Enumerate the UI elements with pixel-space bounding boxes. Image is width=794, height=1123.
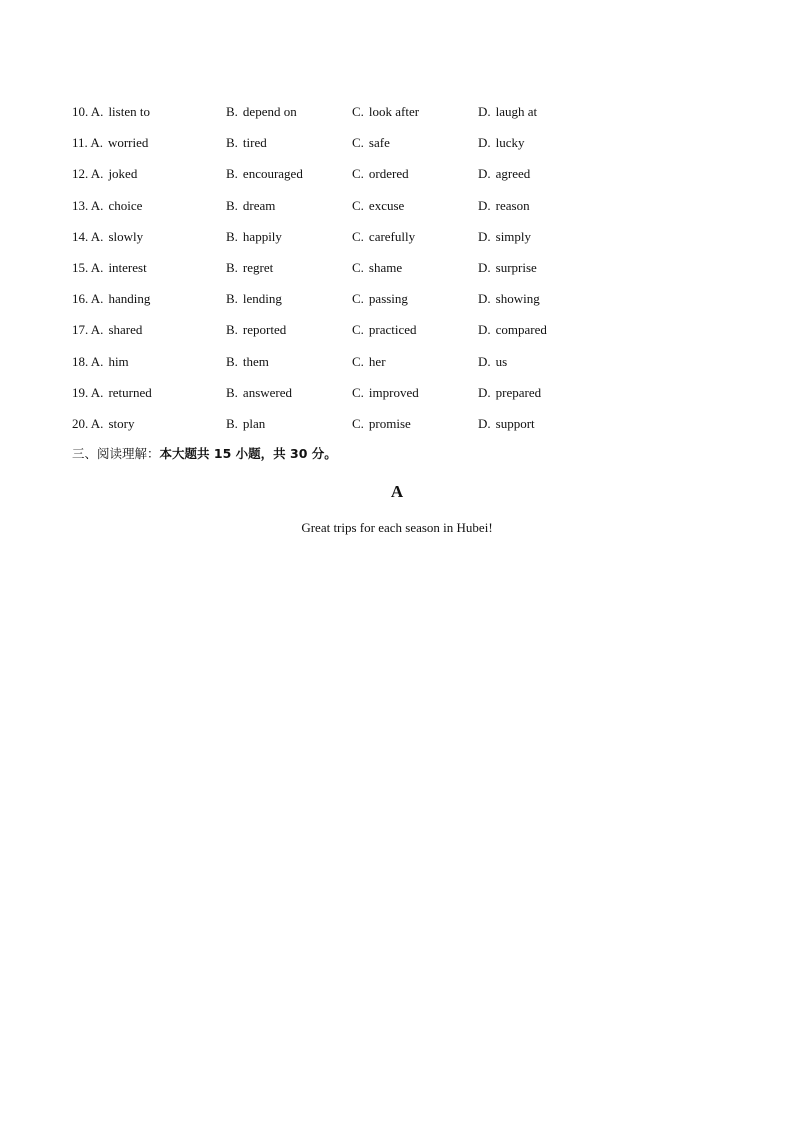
option-c bbox=[352, 382, 419, 404]
option-letter: D. bbox=[478, 291, 491, 307]
option-text: returned bbox=[108, 384, 152, 400]
question-number: 14. bbox=[72, 228, 89, 244]
option-text: agreed bbox=[495, 166, 531, 182]
option-text: shared bbox=[108, 322, 143, 338]
option-d bbox=[478, 195, 530, 217]
option-letter: A. bbox=[90, 135, 103, 151]
question-row bbox=[72, 288, 692, 319]
section-part3: 分。 bbox=[311, 446, 337, 461]
option-letter: A. bbox=[90, 322, 104, 338]
option-b bbox=[226, 132, 267, 154]
option-text: handing bbox=[108, 291, 151, 307]
option-letter: A. bbox=[90, 415, 104, 431]
option-letter: B. bbox=[226, 228, 238, 244]
option-text: answered bbox=[242, 384, 293, 400]
option-letter: D. bbox=[478, 135, 491, 151]
option-text: dream bbox=[242, 197, 276, 213]
section-part2: 小题，共 bbox=[235, 446, 286, 461]
option-d bbox=[478, 382, 541, 404]
option-text: choice bbox=[108, 197, 143, 213]
option-letter: B. bbox=[226, 104, 238, 119]
option-d bbox=[478, 351, 507, 373]
option-letter: D. bbox=[478, 322, 491, 338]
option-text: carefully bbox=[368, 228, 416, 244]
option-b bbox=[226, 351, 269, 373]
passage-letter: A bbox=[390, 482, 404, 501]
option-b bbox=[226, 226, 282, 248]
option-text: prepared bbox=[495, 384, 542, 400]
option-b bbox=[226, 288, 282, 310]
option-b bbox=[226, 382, 292, 404]
option-letter: C. bbox=[352, 135, 364, 151]
option-letter: C. bbox=[352, 228, 364, 244]
option-a bbox=[72, 195, 142, 217]
option-letter: C. bbox=[352, 259, 364, 275]
option-b bbox=[226, 195, 275, 217]
option-letter: D. bbox=[478, 415, 491, 431]
option-letter: A. bbox=[90, 104, 104, 119]
option-letter: C. bbox=[352, 415, 364, 431]
option-text: shame bbox=[368, 259, 403, 275]
option-text: story bbox=[108, 415, 135, 431]
option-d bbox=[478, 132, 525, 154]
question-row bbox=[72, 351, 692, 382]
section-score: 30 bbox=[285, 446, 312, 461]
option-c bbox=[352, 257, 402, 279]
option-letter: C. bbox=[352, 322, 364, 338]
question-number: 11. bbox=[72, 135, 88, 151]
option-b bbox=[226, 163, 303, 185]
option-letter: B. bbox=[226, 197, 238, 213]
question-number: 19. bbox=[72, 384, 89, 400]
option-a bbox=[72, 101, 150, 123]
option-a bbox=[72, 226, 143, 248]
option-text: interest bbox=[108, 259, 147, 275]
option-c bbox=[352, 351, 386, 373]
option-letter: B. bbox=[226, 353, 238, 369]
option-text: happily bbox=[242, 228, 282, 244]
passage-title: Great trips for each season in Hubei! bbox=[301, 520, 493, 535]
option-text: worried bbox=[107, 135, 149, 151]
option-text: practiced bbox=[368, 322, 417, 338]
question-number: 20. bbox=[72, 415, 89, 431]
option-d bbox=[478, 413, 535, 435]
option-text: compared bbox=[495, 322, 547, 338]
option-letter: D. bbox=[478, 228, 491, 244]
question-row bbox=[72, 382, 692, 413]
option-text: encouraged bbox=[242, 166, 303, 182]
option-text: them bbox=[242, 353, 269, 369]
option-c bbox=[352, 132, 390, 154]
option-text: passing bbox=[368, 291, 408, 307]
question-number: 13. bbox=[72, 197, 89, 213]
option-text: us bbox=[495, 353, 508, 369]
option-b bbox=[226, 319, 286, 341]
option-d bbox=[478, 101, 537, 123]
option-b bbox=[226, 413, 265, 435]
question-row bbox=[72, 413, 692, 444]
option-text: her bbox=[368, 353, 386, 369]
option-text: plan bbox=[242, 415, 266, 431]
option-c bbox=[352, 163, 409, 185]
option-a bbox=[72, 413, 134, 435]
option-text: simply bbox=[495, 228, 532, 244]
option-a bbox=[72, 319, 142, 341]
option-letter: A. bbox=[90, 353, 104, 369]
option-text: lending bbox=[242, 291, 282, 307]
option-text: listen to bbox=[108, 104, 150, 119]
question-number: 17. bbox=[72, 322, 89, 338]
option-a bbox=[72, 351, 129, 373]
option-letter: D. bbox=[478, 353, 491, 369]
option-text: slowly bbox=[108, 228, 144, 244]
option-d bbox=[478, 226, 531, 248]
question-row bbox=[72, 257, 692, 288]
option-letter: C. bbox=[352, 197, 364, 213]
option-letter: D. bbox=[478, 104, 491, 119]
option-a bbox=[72, 132, 148, 154]
option-text: excuse bbox=[368, 197, 405, 213]
option-letter: B. bbox=[226, 259, 238, 275]
question-row bbox=[72, 163, 692, 194]
option-text: support bbox=[495, 415, 535, 431]
question-number: 15. bbox=[72, 259, 89, 275]
option-text: him bbox=[108, 353, 129, 369]
option-letter: A. bbox=[90, 291, 104, 307]
option-text: reported bbox=[242, 322, 287, 338]
option-c bbox=[352, 195, 404, 217]
option-letter: B. bbox=[226, 135, 238, 151]
option-text: ordered bbox=[368, 166, 409, 182]
question-number: 12. bbox=[72, 166, 89, 182]
question-row bbox=[72, 195, 692, 226]
option-d bbox=[478, 257, 537, 279]
question-number: 16. bbox=[72, 291, 89, 307]
option-c bbox=[352, 413, 411, 435]
option-letter: B. bbox=[226, 322, 238, 338]
option-text: surprise bbox=[495, 259, 537, 275]
question-number: 10. bbox=[72, 104, 89, 119]
option-letter: C. bbox=[352, 104, 364, 119]
option-letter: A. bbox=[90, 259, 104, 275]
option-text: look after bbox=[368, 104, 420, 119]
option-letter: D. bbox=[478, 197, 491, 213]
section-prefix: 三、阅读理解： bbox=[72, 446, 160, 461]
option-text: joked bbox=[108, 166, 138, 182]
options-list bbox=[72, 101, 692, 444]
option-c bbox=[352, 319, 417, 341]
section-heading bbox=[72, 444, 337, 464]
option-text: laugh at bbox=[495, 104, 538, 119]
question-row bbox=[72, 226, 692, 257]
option-text: safe bbox=[368, 135, 390, 151]
option-letter: B. bbox=[226, 415, 238, 431]
option-letter: D. bbox=[478, 166, 491, 182]
option-letter: C. bbox=[352, 384, 364, 400]
option-letter: A. bbox=[90, 384, 104, 400]
option-a bbox=[72, 163, 137, 185]
question-number: 18. bbox=[72, 353, 89, 369]
option-letter: A. bbox=[90, 228, 104, 244]
option-d bbox=[478, 163, 530, 185]
question-row bbox=[72, 319, 692, 350]
option-text: depend on bbox=[242, 104, 297, 119]
question-row bbox=[72, 132, 692, 163]
section-part1: 本大题共 bbox=[159, 446, 210, 461]
section-count: 15 bbox=[209, 446, 236, 461]
option-letter: C. bbox=[352, 291, 364, 307]
option-text: lucky bbox=[495, 135, 525, 151]
option-c bbox=[352, 101, 419, 123]
option-text: tired bbox=[242, 135, 267, 151]
option-letter: C. bbox=[352, 353, 364, 369]
option-text: showing bbox=[495, 291, 540, 307]
option-text: regret bbox=[242, 259, 274, 275]
option-c bbox=[352, 288, 408, 310]
option-letter: B. bbox=[226, 384, 238, 400]
option-letter: A. bbox=[90, 166, 104, 182]
option-b bbox=[226, 257, 273, 279]
option-d bbox=[478, 319, 547, 341]
option-text: promise bbox=[368, 415, 411, 431]
option-letter: D. bbox=[478, 384, 491, 400]
option-text: reason bbox=[495, 197, 530, 213]
option-letter: D. bbox=[478, 259, 491, 275]
option-letter: B. bbox=[226, 166, 238, 182]
option-b bbox=[226, 101, 297, 123]
option-a bbox=[72, 288, 150, 310]
option-a bbox=[72, 257, 147, 279]
option-letter: A. bbox=[90, 197, 104, 213]
option-c bbox=[352, 226, 415, 248]
option-text: improved bbox=[368, 384, 419, 400]
question-row bbox=[72, 101, 692, 132]
option-d bbox=[478, 288, 540, 310]
option-a bbox=[72, 382, 152, 404]
option-letter: C. bbox=[352, 166, 364, 182]
option-letter: B. bbox=[226, 291, 238, 307]
